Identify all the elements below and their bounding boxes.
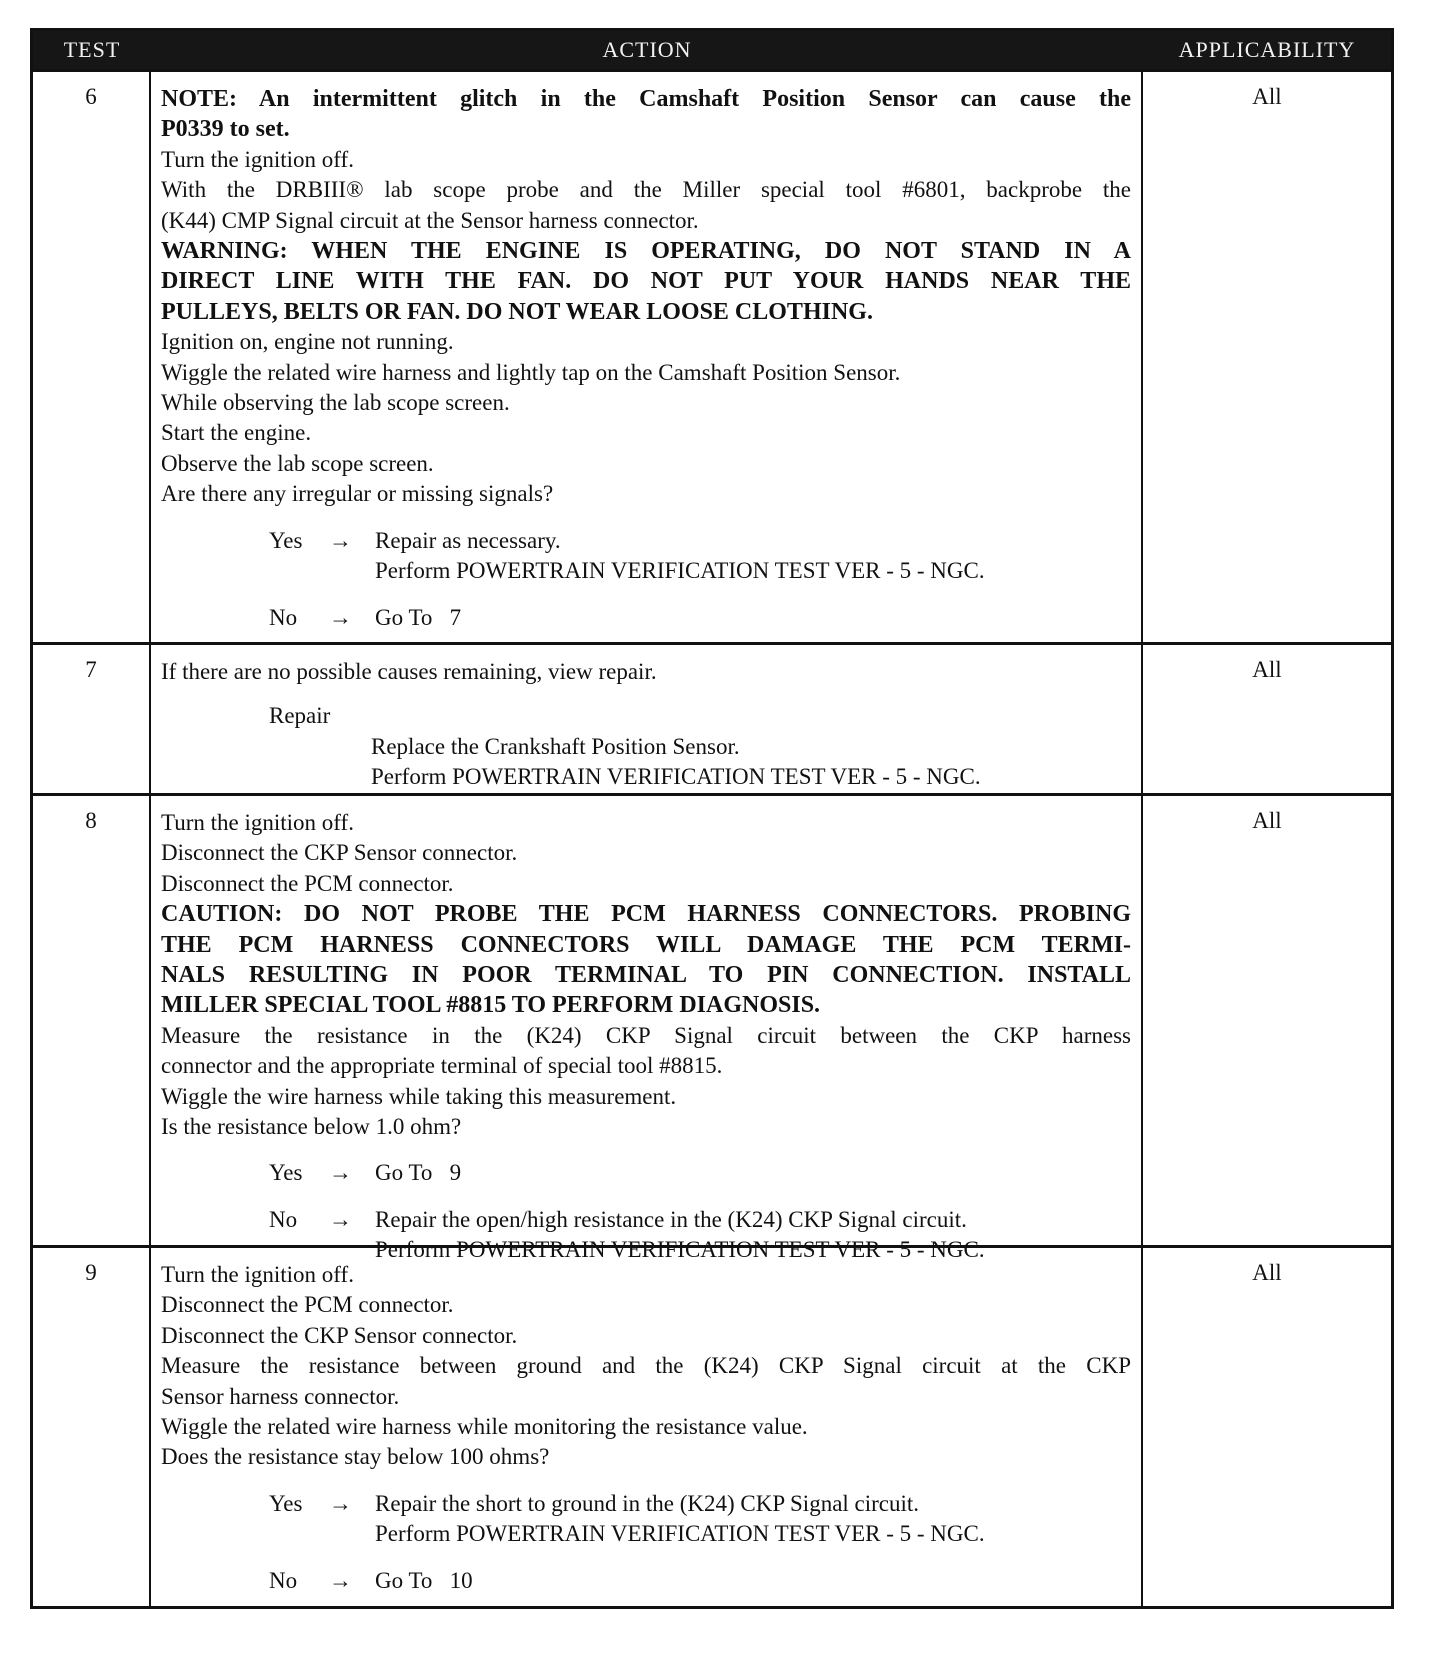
step-text: Wiggle the related wire harness while monitoring the resistance value.	[161, 1414, 808, 1440]
caution-text: NALS RESULTING IN POOR TERMINAL TO PIN CONNECTION. INSTALL	[161, 962, 1131, 989]
arrow-right-icon: →	[329, 1160, 352, 1186]
question-text: Is the resistance below 1.0 ohm?	[161, 1114, 462, 1140]
step-text: Ignition on, engine not running.	[161, 329, 454, 355]
applicability-cell: All	[1252, 84, 1282, 109]
question-text: Does the resistance stay below 100 ohms?	[161, 1444, 550, 1470]
no-label: No	[269, 1567, 298, 1593]
table-row-test-8	[33, 793, 1391, 1263]
caution-text: MILLER SPECIAL TOOL #8815 TO PERFORM DIAGNOSIS.	[161, 992, 821, 1019]
test-number: 7	[33, 645, 151, 793]
step-text: Turn the ignition off.	[161, 810, 354, 835]
arrow-right-icon: →	[329, 527, 352, 553]
arrow-right-icon: →	[329, 1490, 352, 1516]
action-cell	[151, 645, 1143, 793]
step-text: Measure the resistance between ground and the (K24) CKP Signal circuit at the CKP	[161, 1353, 1131, 1379]
applicability-cell: All	[1252, 1260, 1282, 1285]
note-text: NOTE: An intermittent glitch in the Camshaft Position Sensor can cause the	[161, 86, 1131, 112]
step-text: connector and the appropriate terminal of special tool #8815.	[161, 1053, 723, 1079]
test-number: 6	[33, 72, 151, 642]
response-text: Repair the open/high resistance in the (K24) CKP Signal circuit.	[375, 1206, 967, 1232]
no-response	[161, 603, 1131, 633]
step-text: Wiggle the wire harness while taking this measurement.	[161, 1083, 677, 1109]
diagnostic-table	[30, 28, 1394, 1609]
step-text: Turn the ignition off.	[161, 1262, 354, 1287]
action-cell	[151, 72, 1143, 642]
step-text: Disconnect the CKP Sensor connector.	[161, 840, 518, 866]
caution-text: THE PCM HARNESS CONNECTORS WILL DAMAGE THE PCM TERMI-	[161, 931, 1131, 958]
yes-label: Yes	[269, 1160, 303, 1186]
response-text: Go To 7	[375, 604, 462, 630]
step-text: Start the engine.	[161, 420, 312, 446]
step-text: If there are no possible causes remaining, view repair.	[161, 659, 657, 684]
header-applicability: APPLICABILITY	[1178, 37, 1356, 62]
test-number: 9	[33, 1248, 151, 1606]
step-text: Sensor harness connector.	[161, 1383, 400, 1409]
applicability-cell: All	[1252, 808, 1282, 833]
yes-label: Yes	[269, 1490, 303, 1516]
yes-label: Yes	[269, 527, 303, 553]
test-number: 8	[33, 796, 151, 1245]
response-text: Perform POWERTRAIN VERIFICATION TEST VER - 5 - NGC.	[375, 1521, 985, 1547]
step-text: Wiggle the related wire harness and lightly tap on the Camshaft Position Sensor.	[161, 359, 901, 385]
no-label: No	[269, 1206, 298, 1232]
response-text: Repair as necessary.	[375, 527, 561, 553]
header-action: ACTION	[602, 37, 692, 62]
arrow-right-icon: →	[329, 1206, 352, 1232]
question-text: Are there any irregular or missing signals?	[161, 481, 554, 507]
step-text: While observing the lab scope screen.	[161, 390, 510, 416]
response-text: Repair the short to ground in the (K24) CKP Signal circuit.	[375, 1490, 920, 1516]
note-text: P0339 to set.	[161, 116, 290, 143]
table-row-test-6	[33, 69, 1391, 642]
warning-text: WARNING: WHEN THE ENGINE IS OPERATING, DO NOT STAND IN A	[161, 238, 1131, 265]
table-row-test-9	[33, 1245, 1391, 1606]
step-text: (K44) CMP Signal circuit at the Sensor harness connector.	[161, 207, 699, 233]
action-cell	[151, 796, 1143, 1263]
applicability-cell: All	[1252, 657, 1282, 682]
table-row-test-7	[33, 642, 1391, 793]
repair-text: Perform POWERTRAIN VERIFICATION TEST VER - 5 - NGC.	[371, 764, 981, 790]
no-response	[161, 1566, 1131, 1596]
table-header	[33, 31, 1391, 69]
step-text: Measure the resistance in the (K24) CKP Signal circuit between the CKP harness	[161, 1022, 1131, 1048]
step-text: Disconnect the PCM connector.	[161, 1292, 454, 1318]
response-text: Go To 10	[375, 1567, 473, 1593]
warning-text: PULLEYS, BELTS OR FAN. DO NOT WEAR LOOSE CLOTHING.	[161, 298, 873, 325]
repair-label: Repair	[269, 703, 331, 729]
step-text: Disconnect the PCM connector.	[161, 870, 454, 896]
action-cell	[151, 1248, 1143, 1606]
yes-response	[161, 1158, 1131, 1188]
arrow-right-icon: →	[329, 1567, 352, 1593]
yes-response	[161, 526, 1131, 587]
response-text: Go To 9	[375, 1160, 462, 1186]
header-test: TEST	[63, 37, 121, 62]
step-text: Disconnect the CKP Sensor connector.	[161, 1322, 518, 1348]
response-text: Perform POWERTRAIN VERIFICATION TEST VER - 5 - NGC.	[375, 558, 985, 584]
repair-text: Replace the Crankshaft Position Sensor.	[371, 733, 740, 759]
step-text: With the DRBIII® lab scope probe and the Miller special tool #6801, backprobe the	[161, 177, 1131, 203]
step-text: Observe the lab scope screen.	[161, 450, 434, 476]
arrow-right-icon: →	[329, 604, 352, 630]
caution-text: CAUTION: DO NOT PROBE THE PCM HARNESS CONNECTORS. PROBING	[161, 901, 1131, 928]
yes-response	[161, 1489, 1131, 1550]
no-label: No	[269, 604, 298, 630]
response-text: Perform POWERTRAIN VERIFICATION TEST VER - 5 - NGC.	[375, 1237, 985, 1263]
warning-text: DIRECT LINE WITH THE FAN. DO NOT PUT YOUR HANDS NEAR THE	[161, 268, 1131, 295]
step-text: Turn the ignition off.	[161, 146, 354, 172]
